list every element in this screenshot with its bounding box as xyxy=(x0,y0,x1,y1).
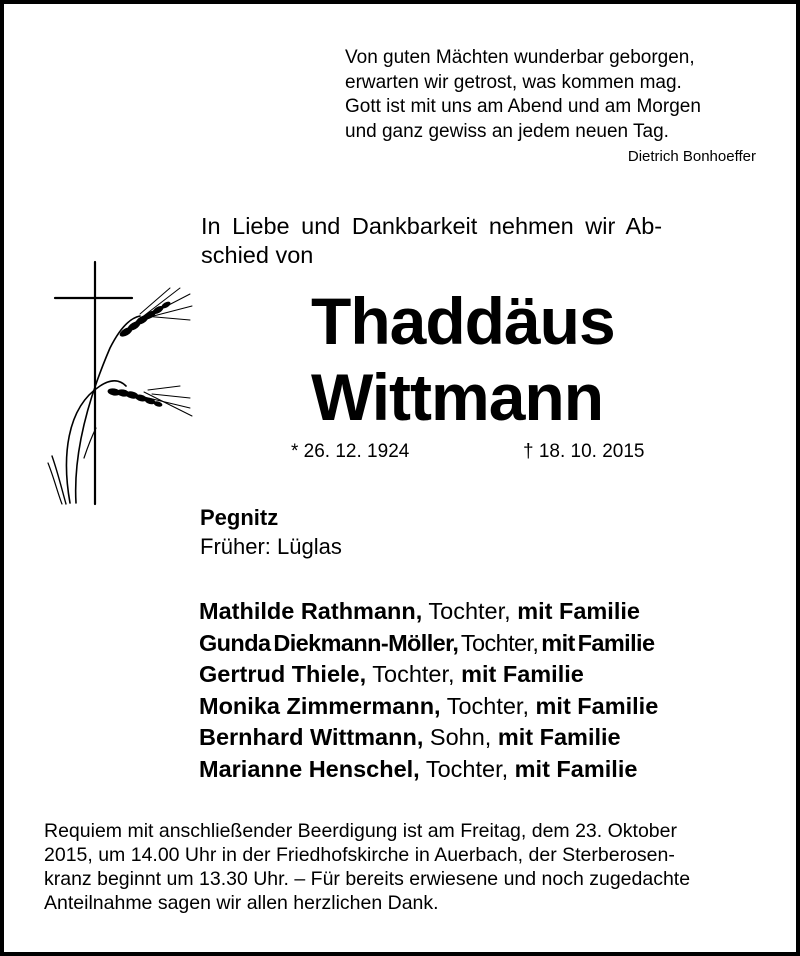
relative-suffix: mit Familie xyxy=(535,692,659,719)
place: Pegnitz xyxy=(200,505,279,530)
relative-suffix: mit Familie xyxy=(514,755,638,782)
closing-text xyxy=(44,819,759,915)
relative-name: Monika Zimmermann, xyxy=(199,692,441,719)
closing-line: Anteilnahme sagen wir allen herzlichen Dank. xyxy=(44,892,439,914)
intro-text xyxy=(201,212,662,270)
poem-line: Von guten Mächten wunderbar geborgen, xyxy=(345,47,695,68)
relative-relation: Tochter, xyxy=(372,661,455,687)
closing-line: 2015, um 14.00 Uhr in der Friedhofskirche in Auerbach, der Sterberosen- xyxy=(44,844,675,866)
relative-relation: Tochter, xyxy=(460,629,539,656)
relative-row xyxy=(199,722,658,754)
relative-name: Mathilde Rathmann, xyxy=(199,598,423,624)
relative-suffix: mit Familie xyxy=(541,629,655,656)
death-date: † 18. 10. 2015 xyxy=(523,441,645,462)
relatives-list xyxy=(199,596,658,785)
relative-row xyxy=(199,754,658,786)
poem-line: erwarten wir getrost, was kommen mag. xyxy=(345,71,682,93)
birth-date: * 26. 12. 1924 xyxy=(291,441,410,462)
relative-suffix: mit Familie xyxy=(517,598,640,624)
relative-suffix: mit Familie xyxy=(497,724,621,750)
relative-name: Bernhard Wittmann, xyxy=(199,724,424,750)
closing-line: kranz beginnt um 13.30 Uhr. – Für bereits erwiesene und noch zugedachte xyxy=(44,868,691,890)
relative-row xyxy=(199,628,658,660)
relative-row xyxy=(199,691,658,723)
intro-line: In Liebe und Dankbarkeit nehmen wir Ab- xyxy=(201,213,663,239)
relative-name: Gertrud Thiele, xyxy=(199,661,367,687)
poem-author: Dietrich Bonhoeffer xyxy=(627,148,756,165)
relative-relation: Tochter, xyxy=(446,692,529,719)
relative-relation: Tochter, xyxy=(428,598,511,624)
intro-line: schied von xyxy=(201,242,314,268)
relative-suffix: mit Familie xyxy=(461,661,584,687)
relative-name: Gunda Diekmann-Möller, xyxy=(199,629,459,656)
poem-line: Gott ist mit uns am Abend und am Morgen xyxy=(345,96,701,117)
deceased-last-name: Wittmann xyxy=(311,360,604,434)
relative-relation: Tochter, xyxy=(425,755,509,782)
relative-name: Marianne Henschel, xyxy=(199,755,420,782)
relative-row xyxy=(199,596,658,628)
relative-row xyxy=(199,659,658,691)
cross-with-wheat-icon xyxy=(40,258,200,508)
deceased-first-name: Thaddäus xyxy=(311,284,615,358)
former-place: Früher: Lüglas xyxy=(200,534,342,559)
closing-line: Requiem mit anschließender Beerdigung ist am Freitag, dem 23. Oktober xyxy=(44,820,677,842)
poem xyxy=(345,46,701,144)
poem-line: und ganz gewiss an jedem neuen Tag. xyxy=(345,120,669,142)
relative-relation: Sohn, xyxy=(429,724,492,750)
